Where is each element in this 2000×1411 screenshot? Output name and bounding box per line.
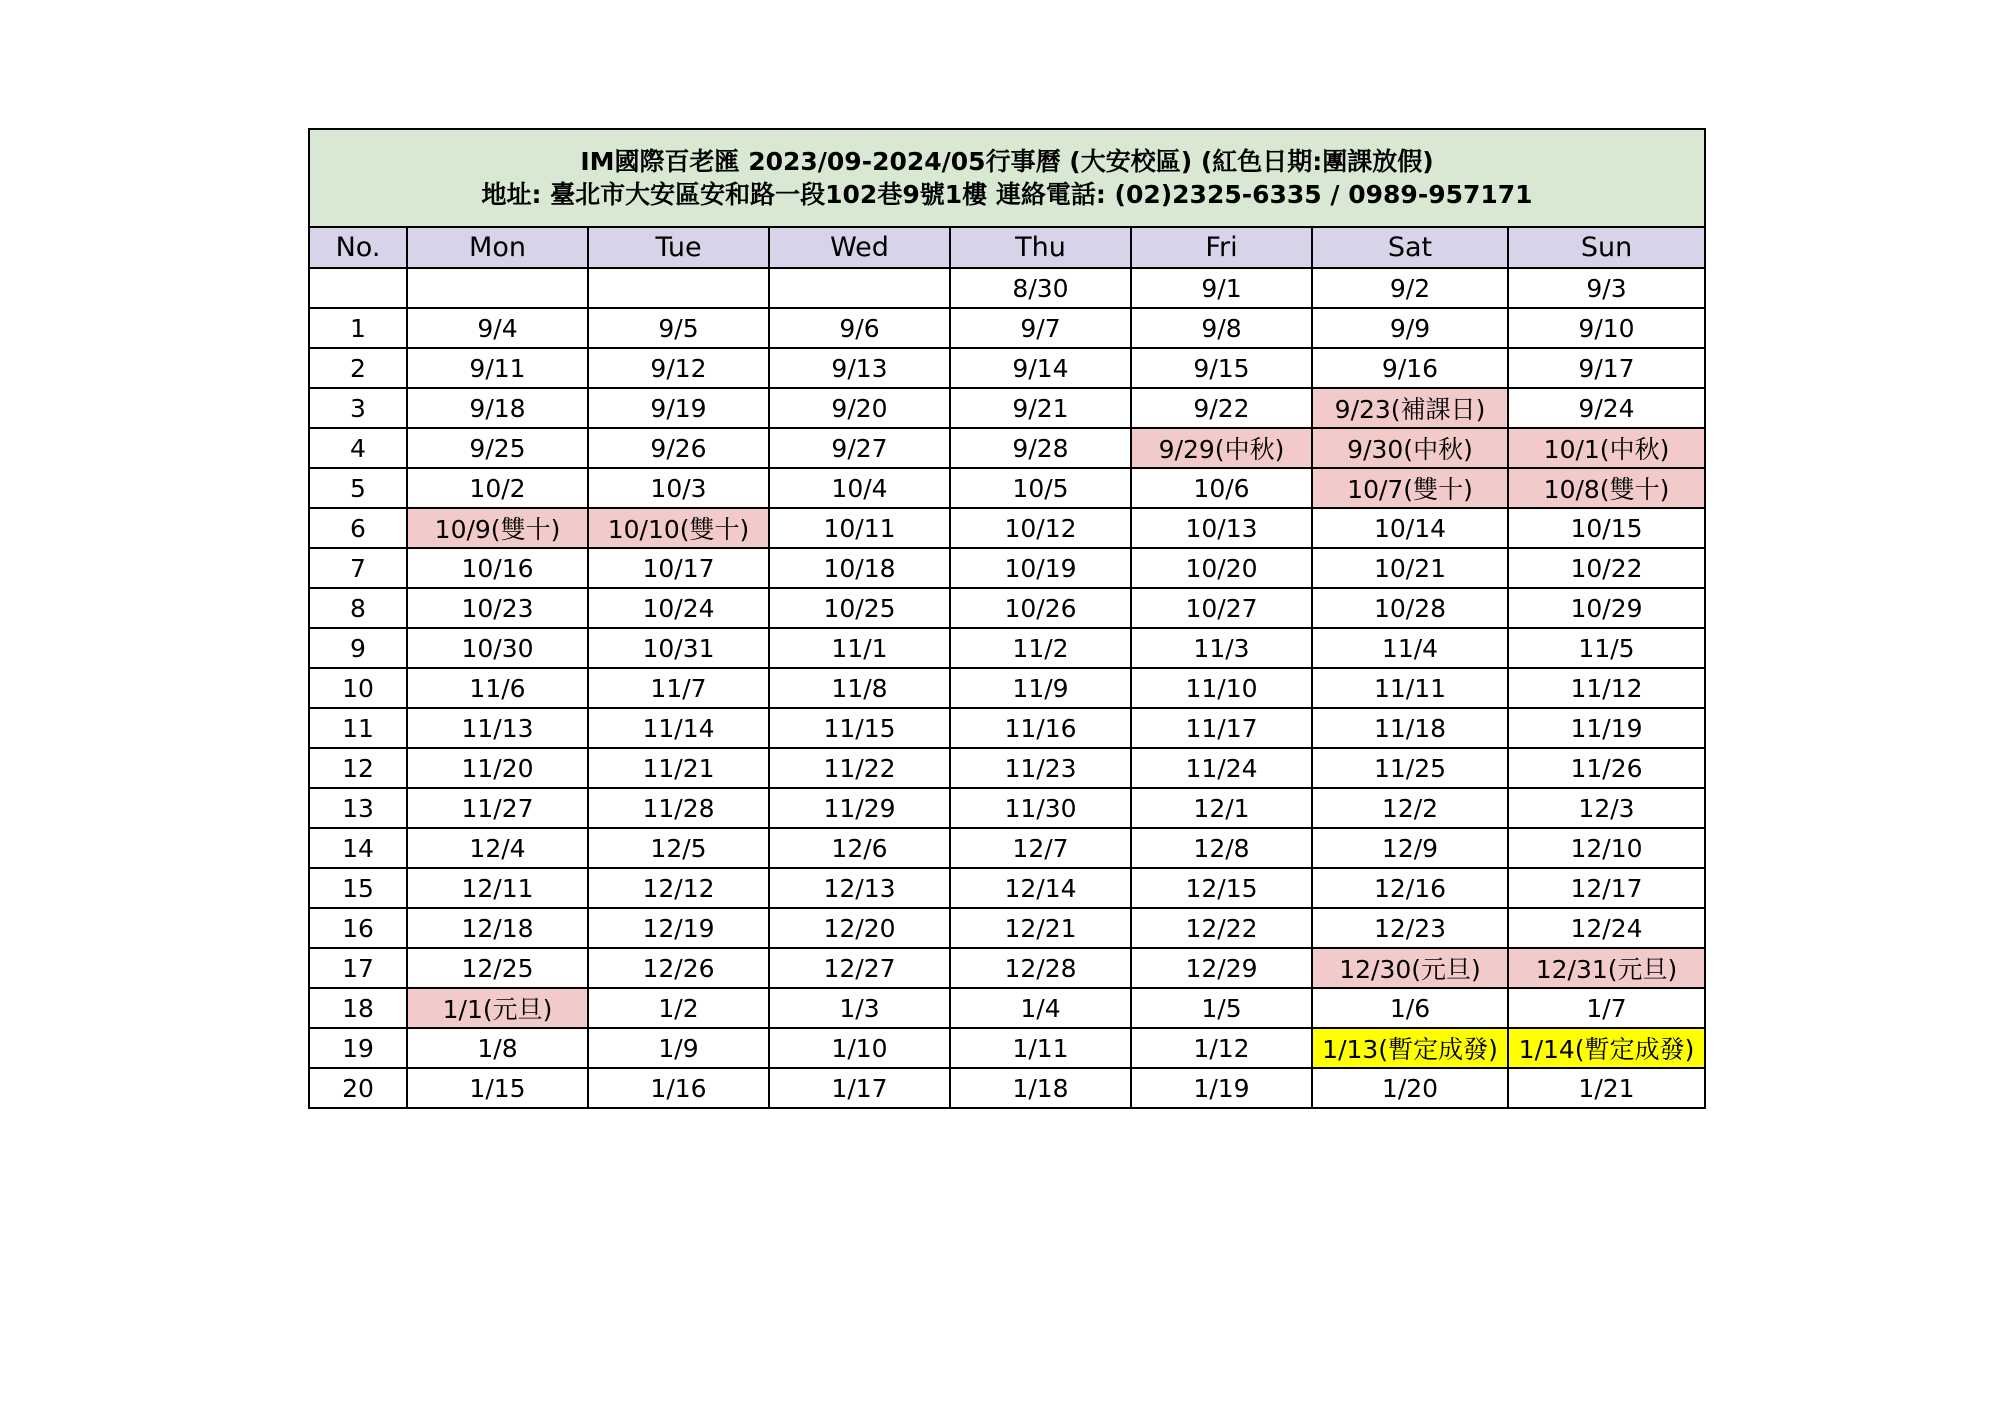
day-cell-tue: 9/5	[588, 308, 769, 348]
day-cell-sat: 11/25	[1312, 748, 1508, 788]
day-cell-fri: 9/29(中秋)	[1131, 428, 1312, 468]
header-fri: Fri	[1131, 227, 1312, 268]
day-cell-thu: 11/9	[950, 668, 1131, 708]
week-number: 12	[309, 748, 407, 788]
day-cell-thu: 1/18	[950, 1068, 1131, 1108]
day-cell-thu: 11/2	[950, 628, 1131, 668]
day-cell-sun: 1/21	[1508, 1068, 1705, 1108]
week-number: 15	[309, 868, 407, 908]
day-cell-wed: 10/25	[769, 588, 950, 628]
day-cell-tue: 11/14	[588, 708, 769, 748]
day-cell-sun: 1/14(暫定成發)	[1508, 1028, 1705, 1068]
week-row	[309, 308, 1705, 348]
week-row	[309, 988, 1705, 1028]
week-number: 8	[309, 588, 407, 628]
day-cell-thu: 10/12	[950, 508, 1131, 548]
day-cell-wed: 12/13	[769, 868, 950, 908]
day-cell-sun: 9/10	[1508, 308, 1705, 348]
week-row	[309, 1068, 1705, 1108]
day-cell-mon: 1/1(元旦)	[407, 988, 588, 1028]
day-cell-fri: 1/19	[1131, 1068, 1312, 1108]
week-row	[309, 948, 1705, 988]
week-row	[309, 788, 1705, 828]
week-number	[309, 268, 407, 308]
day-cell-thu: 1/4	[950, 988, 1131, 1028]
day-cell-tue: 11/28	[588, 788, 769, 828]
day-cell-fri: 10/27	[1131, 588, 1312, 628]
day-cell-sat: 11/4	[1312, 628, 1508, 668]
day-cell-wed: 11/15	[769, 708, 950, 748]
week-number: 3	[309, 388, 407, 428]
day-cell-mon: 10/23	[407, 588, 588, 628]
day-cell-wed: 12/27	[769, 948, 950, 988]
week-row	[309, 908, 1705, 948]
day-cell-sat: 11/18	[1312, 708, 1508, 748]
day-cell-mon: 9/11	[407, 348, 588, 388]
day-cell-fri: 12/22	[1131, 908, 1312, 948]
week-number: 14	[309, 828, 407, 868]
day-cell-tue: 10/24	[588, 588, 769, 628]
week-row	[309, 388, 1705, 428]
day-cell-mon: 11/13	[407, 708, 588, 748]
day-cell-wed: 9/20	[769, 388, 950, 428]
title-line-2: 地址: 臺北市大安區安和路一段102巷9號1樓 連絡電話: (02)2325-6335 / 0989-957171	[481, 180, 1533, 209]
week-row	[309, 348, 1705, 388]
day-cell-wed: 12/6	[769, 828, 950, 868]
header-sun: Sun	[1508, 227, 1705, 268]
day-cell-sun: 11/12	[1508, 668, 1705, 708]
day-cell-sun: 11/5	[1508, 628, 1705, 668]
day-cell-sun: 1/7	[1508, 988, 1705, 1028]
day-cell-wed: 11/22	[769, 748, 950, 788]
calendar-body	[309, 268, 1705, 1108]
day-cell-thu: 12/21	[950, 908, 1131, 948]
day-cell-sun: 10/8(雙十)	[1508, 468, 1705, 508]
header-no: No.	[309, 227, 407, 268]
day-cell-mon: 11/27	[407, 788, 588, 828]
week-row	[309, 468, 1705, 508]
day-cell-tue: 1/16	[588, 1068, 769, 1108]
day-cell-tue: 9/12	[588, 348, 769, 388]
day-cell-wed: 12/20	[769, 908, 950, 948]
day-cell-sat: 12/16	[1312, 868, 1508, 908]
day-cell-wed: 9/6	[769, 308, 950, 348]
day-cell-sat: 10/28	[1312, 588, 1508, 628]
week-number: 13	[309, 788, 407, 828]
day-cell-sat: 10/7(雙十)	[1312, 468, 1508, 508]
day-cell-tue: 11/7	[588, 668, 769, 708]
day-cell-sat: 10/14	[1312, 508, 1508, 548]
week-number: 16	[309, 908, 407, 948]
day-cell-tue: 9/19	[588, 388, 769, 428]
day-cell-thu: 10/5	[950, 468, 1131, 508]
day-cell-fri: 12/1	[1131, 788, 1312, 828]
day-cell-sat: 11/11	[1312, 668, 1508, 708]
day-cell-sat: 12/23	[1312, 908, 1508, 948]
week-number: 19	[309, 1028, 407, 1068]
day-cell-tue: 1/2	[588, 988, 769, 1028]
day-cell-mon: 1/15	[407, 1068, 588, 1108]
week-number: 5	[309, 468, 407, 508]
day-cell-sat: 1/6	[1312, 988, 1508, 1028]
week-row	[309, 508, 1705, 548]
day-cell-sat: 9/23(補課日)	[1312, 388, 1508, 428]
day-cell-tue: 12/12	[588, 868, 769, 908]
day-cell-mon: 10/2	[407, 468, 588, 508]
day-cell-sat: 1/20	[1312, 1068, 1508, 1108]
day-cell-wed: 9/13	[769, 348, 950, 388]
day-cell-sun: 9/3	[1508, 268, 1705, 308]
day-cell-tue: 10/10(雙十)	[588, 508, 769, 548]
day-cell-sat: 12/30(元旦)	[1312, 948, 1508, 988]
week-row	[309, 428, 1705, 468]
week-number: 1	[309, 308, 407, 348]
day-cell-fri: 9/22	[1131, 388, 1312, 428]
day-cell-mon: 11/6	[407, 668, 588, 708]
week-number: 20	[309, 1068, 407, 1108]
day-cell-wed: 1/3	[769, 988, 950, 1028]
day-cell-tue: 12/5	[588, 828, 769, 868]
day-cell-mon: 12/18	[407, 908, 588, 948]
day-cell-mon: 12/11	[407, 868, 588, 908]
day-cell-sun: 10/15	[1508, 508, 1705, 548]
day-cell-tue: 11/21	[588, 748, 769, 788]
day-cell-fri: 12/8	[1131, 828, 1312, 868]
day-cell-sun: 9/17	[1508, 348, 1705, 388]
day-cell-sun: 12/24	[1508, 908, 1705, 948]
day-cell-tue: 1/9	[588, 1028, 769, 1068]
day-cell-thu: 9/28	[950, 428, 1131, 468]
day-cell-sun: 12/31(元旦)	[1508, 948, 1705, 988]
day-cell-thu: 1/11	[950, 1028, 1131, 1068]
day-cell-mon	[407, 268, 588, 308]
day-cell-mon: 9/4	[407, 308, 588, 348]
day-cell-fri: 10/20	[1131, 548, 1312, 588]
day-cell-thu: 8/30	[950, 268, 1131, 308]
day-cell-tue: 12/26	[588, 948, 769, 988]
calendar-title	[309, 129, 1705, 227]
header-tue: Tue	[588, 227, 769, 268]
day-cell-thu: 9/7	[950, 308, 1131, 348]
week-number: 6	[309, 508, 407, 548]
day-cell-mon: 9/25	[407, 428, 588, 468]
day-cell-wed: 1/17	[769, 1068, 950, 1108]
day-cell-fri: 9/15	[1131, 348, 1312, 388]
week-row	[309, 748, 1705, 788]
day-cell-sun: 12/10	[1508, 828, 1705, 868]
day-cell-thu: 10/26	[950, 588, 1131, 628]
day-cell-mon: 12/4	[407, 828, 588, 868]
day-cell-sat: 9/30(中秋)	[1312, 428, 1508, 468]
day-cell-fri: 10/6	[1131, 468, 1312, 508]
day-cell-sat: 1/13(暫定成發)	[1312, 1028, 1508, 1068]
day-cell-wed	[769, 268, 950, 308]
day-cell-wed: 1/10	[769, 1028, 950, 1068]
day-cell-fri: 12/15	[1131, 868, 1312, 908]
day-cell-thu: 9/21	[950, 388, 1131, 428]
week-row	[309, 268, 1705, 308]
day-cell-tue: 9/26	[588, 428, 769, 468]
header-wed: Wed	[769, 227, 950, 268]
week-row	[309, 708, 1705, 748]
day-cell-sun: 11/19	[1508, 708, 1705, 748]
day-cell-fri: 11/10	[1131, 668, 1312, 708]
day-cell-wed: 10/11	[769, 508, 950, 548]
day-cell-wed: 10/4	[769, 468, 950, 508]
day-cell-wed: 11/8	[769, 668, 950, 708]
title-row	[309, 129, 1705, 227]
day-cell-mon: 11/20	[407, 748, 588, 788]
day-cell-sat: 9/9	[1312, 308, 1508, 348]
day-cell-thu: 11/16	[950, 708, 1131, 748]
day-cell-thu: 11/30	[950, 788, 1131, 828]
day-cell-mon: 10/9(雙十)	[407, 508, 588, 548]
week-number: 10	[309, 668, 407, 708]
week-row	[309, 548, 1705, 588]
day-cell-tue: 10/31	[588, 628, 769, 668]
day-cell-thu: 12/7	[950, 828, 1131, 868]
day-cell-mon: 9/18	[407, 388, 588, 428]
day-cell-sun: 11/26	[1508, 748, 1705, 788]
day-cell-sat: 10/21	[1312, 548, 1508, 588]
day-cell-sat: 12/9	[1312, 828, 1508, 868]
day-cell-tue: 10/3	[588, 468, 769, 508]
header-mon: Mon	[407, 227, 588, 268]
day-cell-thu: 12/28	[950, 948, 1131, 988]
day-cell-thu: 10/19	[950, 548, 1131, 588]
day-cell-sun: 10/1(中秋)	[1508, 428, 1705, 468]
day-cell-sun: 12/17	[1508, 868, 1705, 908]
day-cell-wed: 11/1	[769, 628, 950, 668]
day-cell-wed: 10/18	[769, 548, 950, 588]
day-cell-fri: 9/1	[1131, 268, 1312, 308]
week-number: 18	[309, 988, 407, 1028]
day-cell-sun: 10/22	[1508, 548, 1705, 588]
day-cell-fri: 11/24	[1131, 748, 1312, 788]
day-cell-sun: 10/29	[1508, 588, 1705, 628]
day-cell-wed: 9/27	[769, 428, 950, 468]
header-sat: Sat	[1312, 227, 1508, 268]
week-row	[309, 1028, 1705, 1068]
day-cell-thu: 12/14	[950, 868, 1131, 908]
week-number: 9	[309, 628, 407, 668]
day-cell-thu: 9/14	[950, 348, 1131, 388]
day-cell-fri: 11/3	[1131, 628, 1312, 668]
header-row	[309, 227, 1705, 268]
day-cell-sat: 9/2	[1312, 268, 1508, 308]
week-row	[309, 668, 1705, 708]
day-cell-thu: 11/23	[950, 748, 1131, 788]
day-cell-mon: 1/8	[407, 1028, 588, 1068]
week-row	[309, 588, 1705, 628]
day-cell-tue	[588, 268, 769, 308]
day-cell-sat: 12/2	[1312, 788, 1508, 828]
day-cell-fri: 11/17	[1131, 708, 1312, 748]
day-cell-sat: 9/16	[1312, 348, 1508, 388]
calendar-table	[308, 128, 1706, 1109]
week-number: 17	[309, 948, 407, 988]
day-cell-mon: 12/25	[407, 948, 588, 988]
day-cell-mon: 10/30	[407, 628, 588, 668]
week-row	[309, 868, 1705, 908]
day-cell-fri: 10/13	[1131, 508, 1312, 548]
day-cell-fri: 1/5	[1131, 988, 1312, 1028]
day-cell-fri: 1/12	[1131, 1028, 1312, 1068]
title-line-1: IM國際百老匯 2023/09-2024/05行事曆 (大安校區) (紅色日期:團課放假)	[580, 147, 1434, 176]
day-cell-tue: 12/19	[588, 908, 769, 948]
day-cell-fri: 12/29	[1131, 948, 1312, 988]
week-number: 7	[309, 548, 407, 588]
day-cell-sun: 9/24	[1508, 388, 1705, 428]
week-number: 2	[309, 348, 407, 388]
day-cell-wed: 11/29	[769, 788, 950, 828]
week-row	[309, 828, 1705, 868]
day-cell-fri: 9/8	[1131, 308, 1312, 348]
week-row	[309, 628, 1705, 668]
header-thu: Thu	[950, 227, 1131, 268]
day-cell-sun: 12/3	[1508, 788, 1705, 828]
day-cell-tue: 10/17	[588, 548, 769, 588]
week-number: 4	[309, 428, 407, 468]
week-number: 11	[309, 708, 407, 748]
day-cell-mon: 10/16	[407, 548, 588, 588]
